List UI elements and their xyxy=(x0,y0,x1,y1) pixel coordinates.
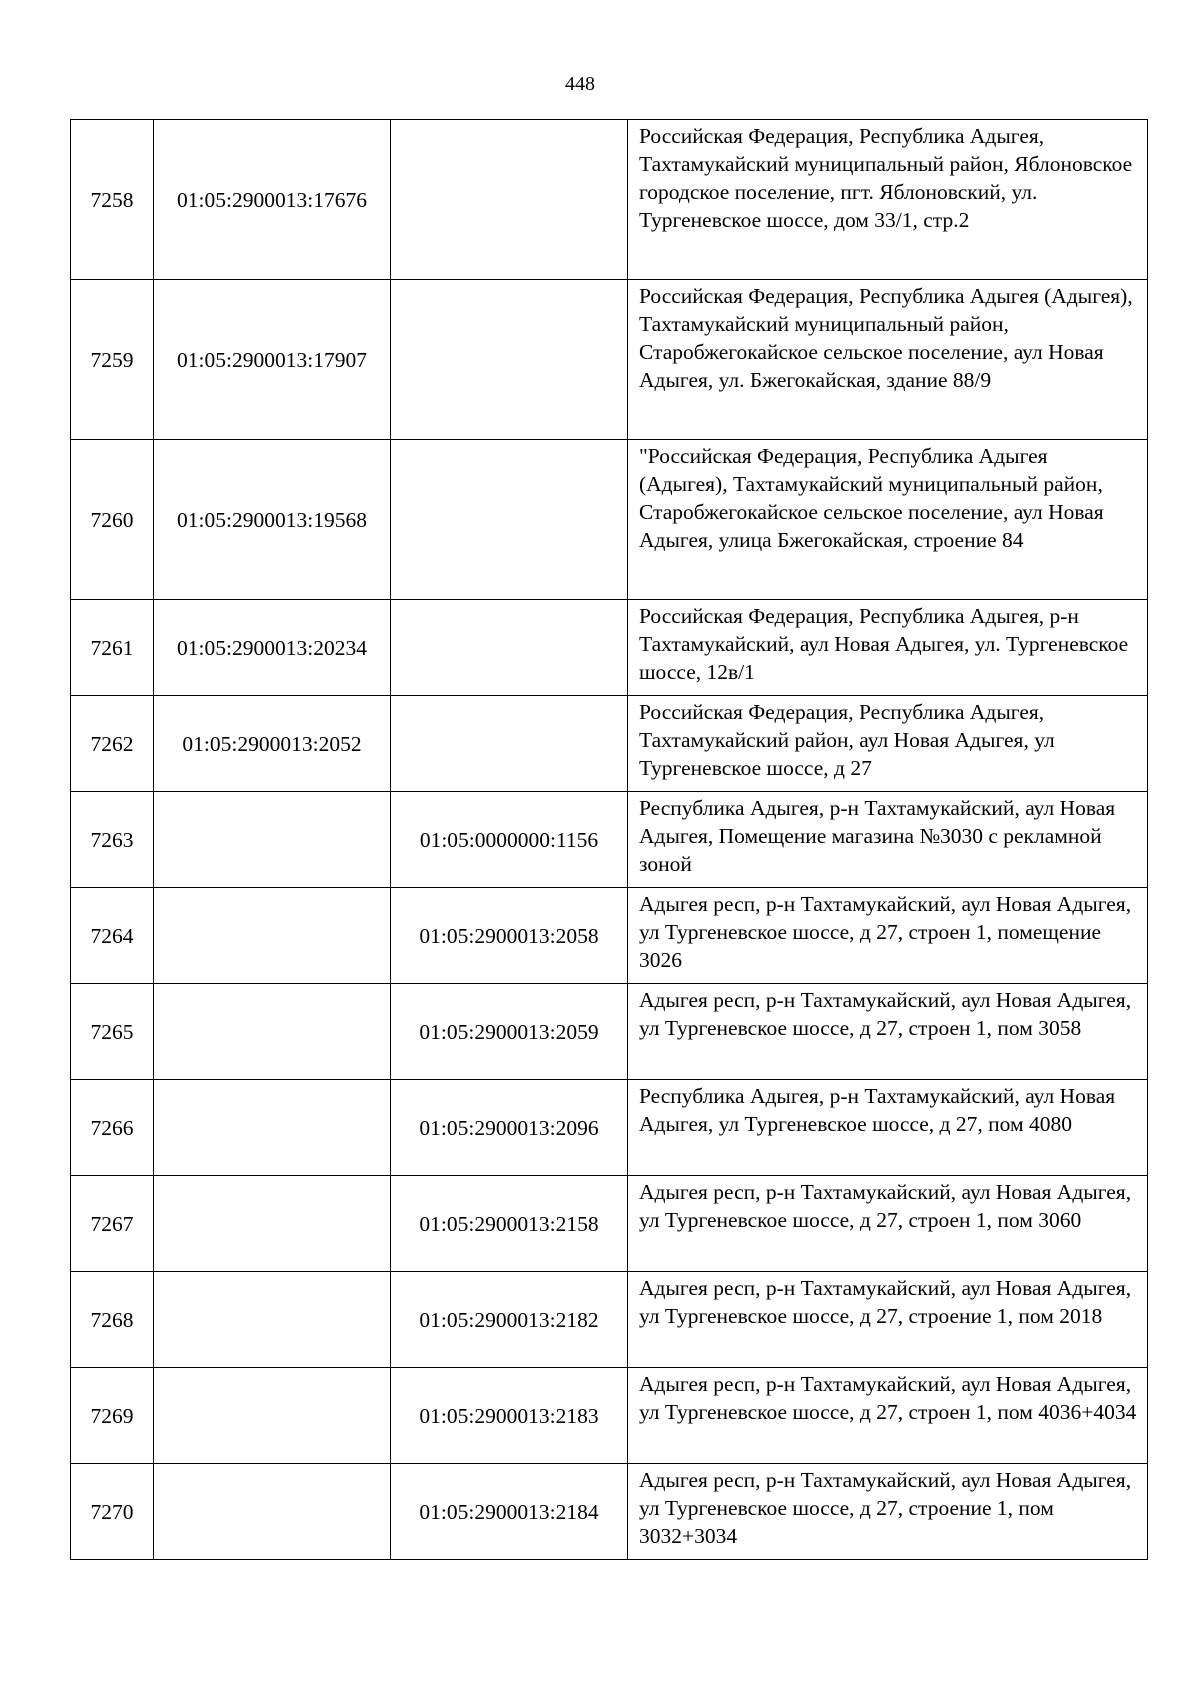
cadastral-number-premises xyxy=(391,600,628,696)
page-number: 448 xyxy=(565,73,595,95)
row-number: 7268 xyxy=(71,1272,154,1368)
address-cell: Адыгея респ, р-н Тахтамукайский, аул Новая Адыгея, ул Тургеневское шоссе, д 27, строение 1, пом 2018 xyxy=(628,1272,1148,1368)
row-number: 7261 xyxy=(71,600,154,696)
table-row xyxy=(71,696,1148,792)
table-row xyxy=(71,1464,1148,1560)
cadastral-number-premises: 01:05:2900013:2058 xyxy=(391,888,628,984)
address-cell: Адыгея респ, р-н Тахтамукайский, аул Новая Адыгея, ул Тургеневское шоссе, д 27, строен 1, пом 3060 xyxy=(628,1176,1148,1272)
address-cell: Адыгея респ, р-н Тахтамукайский, аул Новая Адыгея, ул Тургеневское шоссе, д 27, строен 1, пом 3058 xyxy=(628,984,1148,1080)
table-row xyxy=(71,1176,1148,1272)
address-cell: Адыгея респ, р-н Тахтамукайский, аул Новая Адыгея, ул Тургеневское шоссе, д 27, строен 1, помещение 3026 xyxy=(628,888,1148,984)
records-table-body xyxy=(71,120,1148,1560)
cadastral-number-parcel: 01:05:2900013:17676 xyxy=(154,120,391,280)
cadastral-number-premises: 01:05:2900013:2182 xyxy=(391,1272,628,1368)
cadastral-number-parcel xyxy=(154,984,391,1080)
cadastral-number-premises xyxy=(391,440,628,600)
row-number: 7270 xyxy=(71,1464,154,1560)
table-row xyxy=(71,440,1148,600)
table-row xyxy=(71,792,1148,888)
row-number: 7258 xyxy=(71,120,154,280)
table-row xyxy=(71,600,1148,696)
address-cell: Российская Федерация, Республика Адыгея (Адыгея), Тахтамукайский муниципальный район, Старобжегокайское сельское поселение, аул Новая Адыгея, ул. Бжегокайская, здание 88/9 xyxy=(628,280,1148,440)
address-cell: Российская Федерация, Республика Адыгея, Тахтамукайский район, аул Новая Адыгея, ул Тургеневское шоссе, д 27 xyxy=(628,696,1148,792)
table-row xyxy=(71,1080,1148,1176)
table-row xyxy=(71,1368,1148,1464)
row-number: 7264 xyxy=(71,888,154,984)
cadastral-number-premises: 01:05:2900013:2096 xyxy=(391,1080,628,1176)
table-row xyxy=(71,120,1148,280)
address-cell: Республика Адыгея, р-н Тахтамукайский, аул Новая Адыгея, ул Тургеневское шоссе, д 27, пом 4080 xyxy=(628,1080,1148,1176)
cadastral-number-premises: 01:05:2900013:2184 xyxy=(391,1464,628,1560)
row-number: 7260 xyxy=(71,440,154,600)
address-cell: Российская Федерация, Республика Адыгея, р-н Тахтамукайский, аул Новая Адыгея, ул. Тургеневское шоссе, 12в/1 xyxy=(628,600,1148,696)
cadastral-number-premises: 01:05:0000000:1156 xyxy=(391,792,628,888)
cadastral-number-parcel xyxy=(154,1080,391,1176)
cadastral-number-parcel xyxy=(154,1176,391,1272)
table-row xyxy=(71,888,1148,984)
cadastral-number-parcel xyxy=(154,1272,391,1368)
cadastral-number-premises xyxy=(391,696,628,792)
address-cell: Адыгея респ, р-н Тахтамукайский, аул Новая Адыгея, ул Тургеневское шоссе, д 27, строение 1, пом 3032+3034 xyxy=(628,1464,1148,1560)
row-number: 7267 xyxy=(71,1176,154,1272)
table-row xyxy=(71,984,1148,1080)
cadastral-number-parcel xyxy=(154,888,391,984)
row-number: 7266 xyxy=(71,1080,154,1176)
cadastral-number-parcel xyxy=(154,792,391,888)
cadastral-number-parcel: 01:05:2900013:19568 xyxy=(154,440,391,600)
table-row xyxy=(71,1272,1148,1368)
address-cell: Адыгея респ, р-н Тахтамукайский, аул Новая Адыгея, ул Тургеневское шоссе, д 27, строен 1, пом 4036+4034 xyxy=(628,1368,1148,1464)
address-cell: "Российская Федерация, Республика Адыгея (Адыгея), Тахтамукайский муниципальный район, Старобжегокайское сельское поселение, аул Новая Адыгея, улица Бжегокайская, строение 84 xyxy=(628,440,1148,600)
records-table xyxy=(70,119,1148,1560)
row-number: 7259 xyxy=(71,280,154,440)
row-number: 7263 xyxy=(71,792,154,888)
table-row xyxy=(71,280,1148,440)
row-number: 7269 xyxy=(71,1368,154,1464)
row-number: 7262 xyxy=(71,696,154,792)
row-number: 7265 xyxy=(71,984,154,1080)
address-cell: Республика Адыгея, р-н Тахтамукайский, аул Новая Адыгея, Помещение магазина №3030 с рекламной зоной xyxy=(628,792,1148,888)
cadastral-number-premises: 01:05:2900013:2059 xyxy=(391,984,628,1080)
cadastral-number-parcel: 01:05:2900013:17907 xyxy=(154,280,391,440)
cadastral-number-parcel xyxy=(154,1368,391,1464)
cadastral-number-parcel: 01:05:2900013:2052 xyxy=(154,696,391,792)
cadastral-number-premises xyxy=(391,120,628,280)
address-cell: Российская Федерация, Республика Адыгея, Тахтамукайский муниципальный район, Яблоновское городское поселение, пгт. Яблоновский, ул. Тургеневское шоссе, дом 33/1, стр.2 xyxy=(628,120,1148,280)
cadastral-number-premises xyxy=(391,280,628,440)
cadastral-number-premises: 01:05:2900013:2183 xyxy=(391,1368,628,1464)
cadastral-number-parcel: 01:05:2900013:20234 xyxy=(154,600,391,696)
cadastral-number-parcel xyxy=(154,1464,391,1560)
cadastral-number-premises: 01:05:2900013:2158 xyxy=(391,1176,628,1272)
